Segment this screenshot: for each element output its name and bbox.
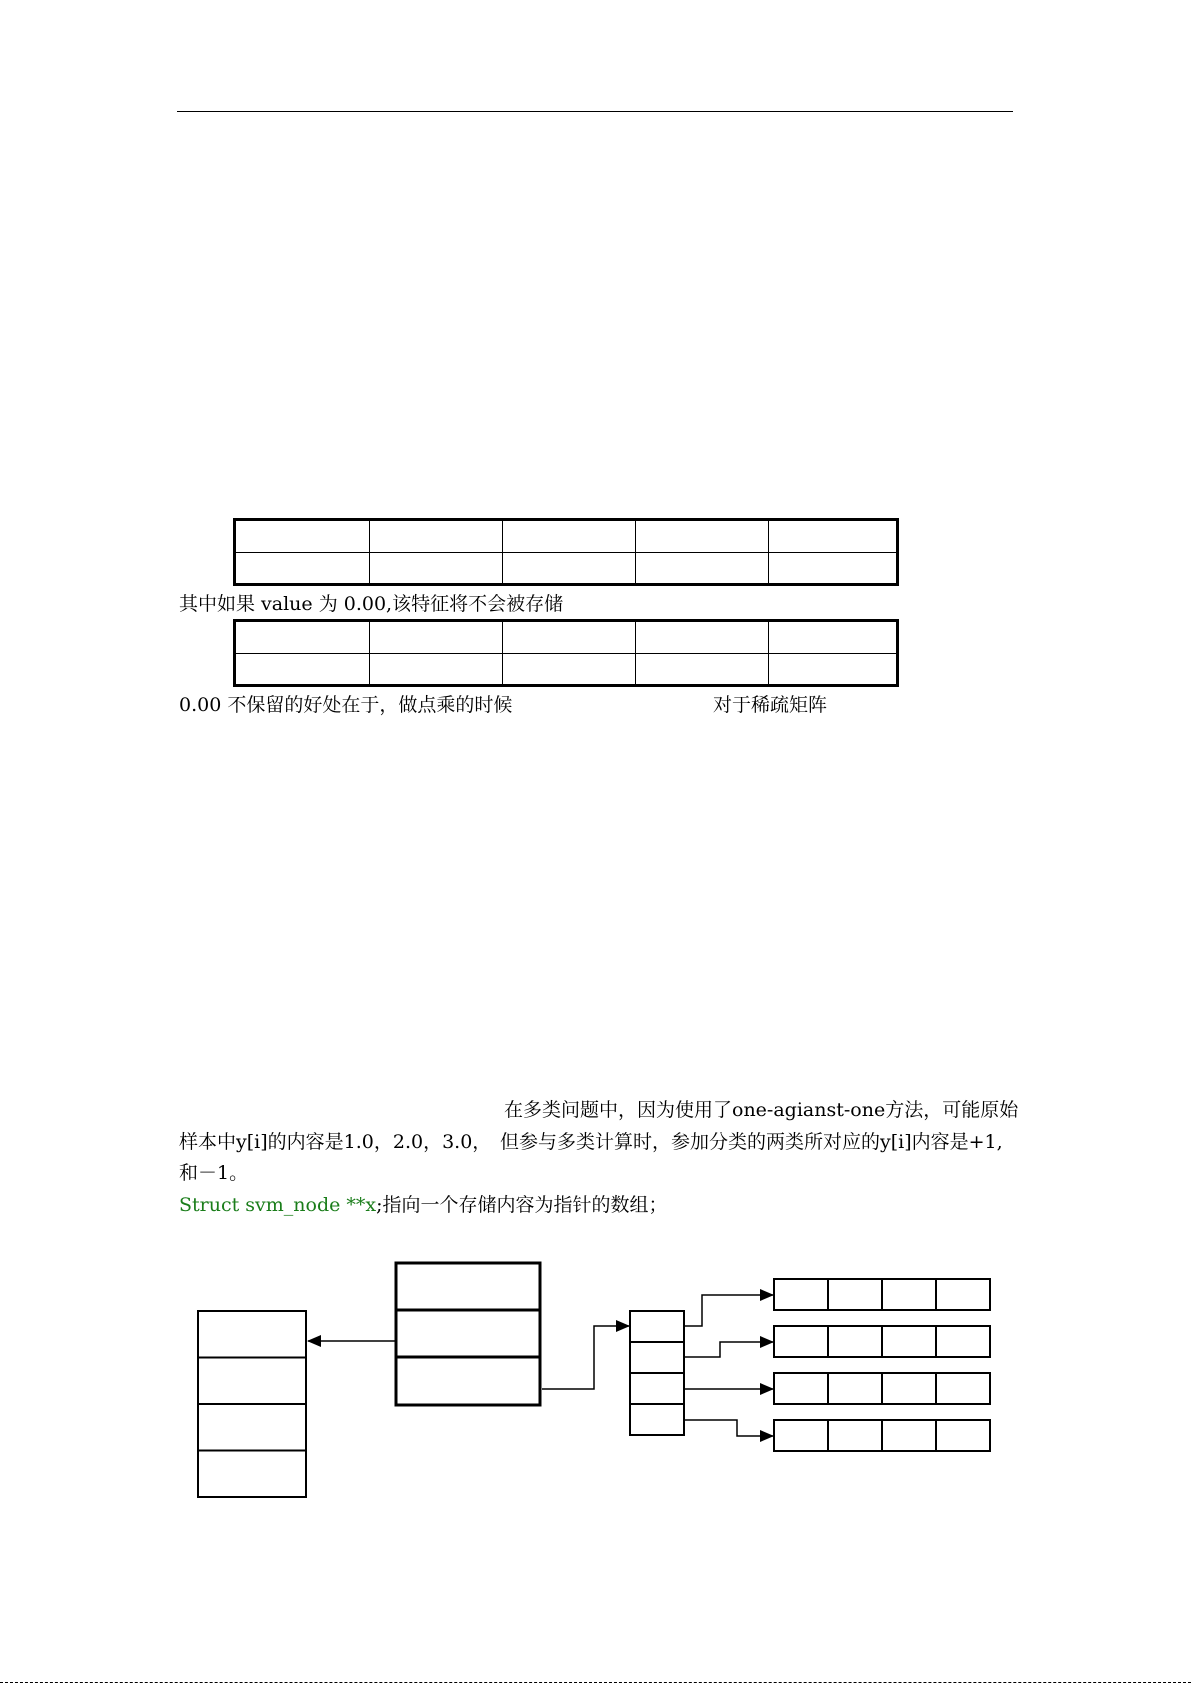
x-pointer-arrow [542,1326,629,1389]
pointer-array-column [630,1311,684,1435]
row-pointer-arrow-1 [684,1295,773,1326]
row-pointer-arrow-4 [684,1420,773,1436]
multiclass-paragraph-line2b: 但参与多类计算时，参加分类的两类所对应的y[i]内容是+1, [500,1131,1003,1153]
multiclass-paragraph-line3: 和－1。 [179,1162,249,1184]
benefit-text-left: 0.00 不保留的好处在于，做点乘的时候 [179,694,513,716]
svm-node-row-2 [774,1326,990,1357]
multiclass-paragraph-line1: 在多类问题中，因为使用了one-agianst-one方法，可能原始 [504,1099,1019,1121]
row-pointer-arrow-2 [684,1342,773,1357]
sparse-note: 其中如果 value 为 0.00,该特征将不会被存储 [179,593,564,615]
svm-node-row-3 [774,1373,990,1404]
benefit-text-right: 对于稀疏矩阵 [713,694,828,716]
footer-rule [0,1682,1191,1683]
left-array-column [198,1311,306,1497]
multiclass-paragraph-line2a: 样本中y[i]的内容是1.0，2.0，3.0， [179,1131,492,1153]
svm-node-row-4 [774,1420,990,1451]
svm-node-row-1 [774,1279,990,1310]
struct-code: Struct svm_node **x [179,1194,377,1216]
struct-description: ;指向一个存储内容为指针的数组； [376,1194,668,1216]
problem-struct-box [396,1263,540,1405]
